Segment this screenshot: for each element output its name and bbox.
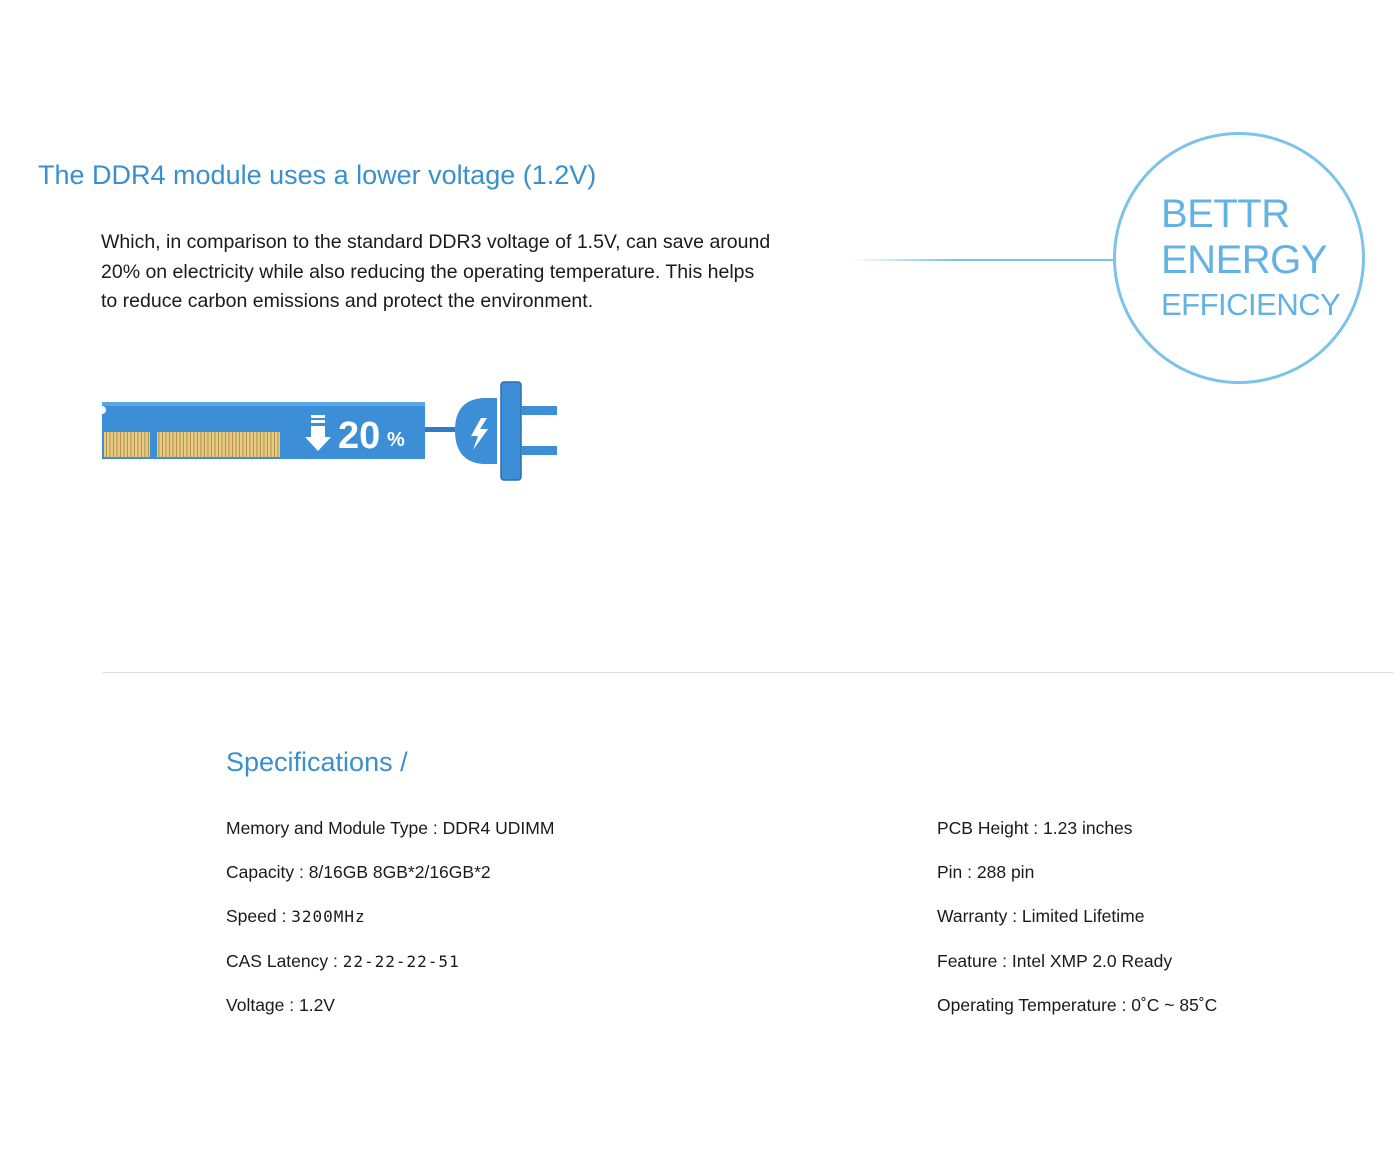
spec-label: Speed : (226, 906, 292, 927)
badge-line-2: ENERGY (1161, 238, 1327, 282)
badge-connector-line (850, 259, 1116, 261)
spec-capacity (226, 859, 554, 903)
spec-value: Limited Lifetime (1021, 906, 1145, 927)
spec-value: 3200MHz (291, 907, 366, 927)
spec-operating-temperature (937, 992, 1217, 1036)
spec-label: Feature : (937, 950, 1012, 971)
energy-efficiency-badge (1113, 132, 1365, 384)
spec-label: Capacity : (226, 862, 309, 883)
spec-label: Warranty : (937, 906, 1022, 927)
spec-cas-latency (226, 948, 554, 992)
spec-value: 8/16GB 8GB*2/16GB*2 (308, 862, 491, 883)
spec-feature (937, 948, 1217, 992)
section-divider (103, 672, 1393, 673)
spec-pcb-height (937, 815, 1217, 859)
spec-speed (226, 903, 554, 947)
spec-warranty (937, 903, 1217, 947)
spec-value: 0˚C ~ 85˚C (1131, 994, 1218, 1015)
badge-line-3: EFFICIENCY (1161, 287, 1341, 322)
voltage-description: Which, in comparison to the standard DDR3 voltage of 1.5V, can save around 20% on electricity while also reducing the operating temperature. This helps to reduce carbon emissions and protect the environment. (101, 231, 771, 312)
specifications-title: Specifications / (226, 747, 408, 777)
spec-label: Operating Temperature : (937, 994, 1132, 1015)
spec-label: Pin : (937, 862, 977, 883)
spec-value: 288 pin (976, 862, 1035, 883)
spec-value: 1.2V (298, 994, 335, 1015)
spec-value: DDR4 UDIMM (442, 818, 555, 838)
spec-pin (937, 859, 1217, 903)
power-plug-icon (425, 382, 557, 480)
spec-value: 22-22-22-51 (342, 951, 460, 971)
spec-memory-type (226, 815, 554, 859)
spec-label: Voltage : (226, 994, 299, 1015)
spec-value: 1.23 inches (1043, 818, 1133, 838)
spec-label: Memory and Module Type : (226, 818, 443, 838)
badge-line-1: BETTR (1161, 192, 1290, 236)
spec-value: Intel XMP 2.0 Ready (1011, 950, 1173, 971)
spec-list-right (937, 815, 1217, 1036)
spec-voltage (226, 992, 554, 1036)
voltage-heading: The DDR4 module uses a lower voltage (1.2V) (38, 160, 597, 190)
reduction-value: 20 (338, 415, 381, 457)
memory-plug-graphic (100, 380, 562, 484)
spec-label: PCB Height : (937, 818, 1044, 838)
reduction-unit: % (387, 429, 405, 451)
spec-label: CAS Latency : (226, 950, 343, 971)
spec-list-left (226, 815, 554, 1036)
